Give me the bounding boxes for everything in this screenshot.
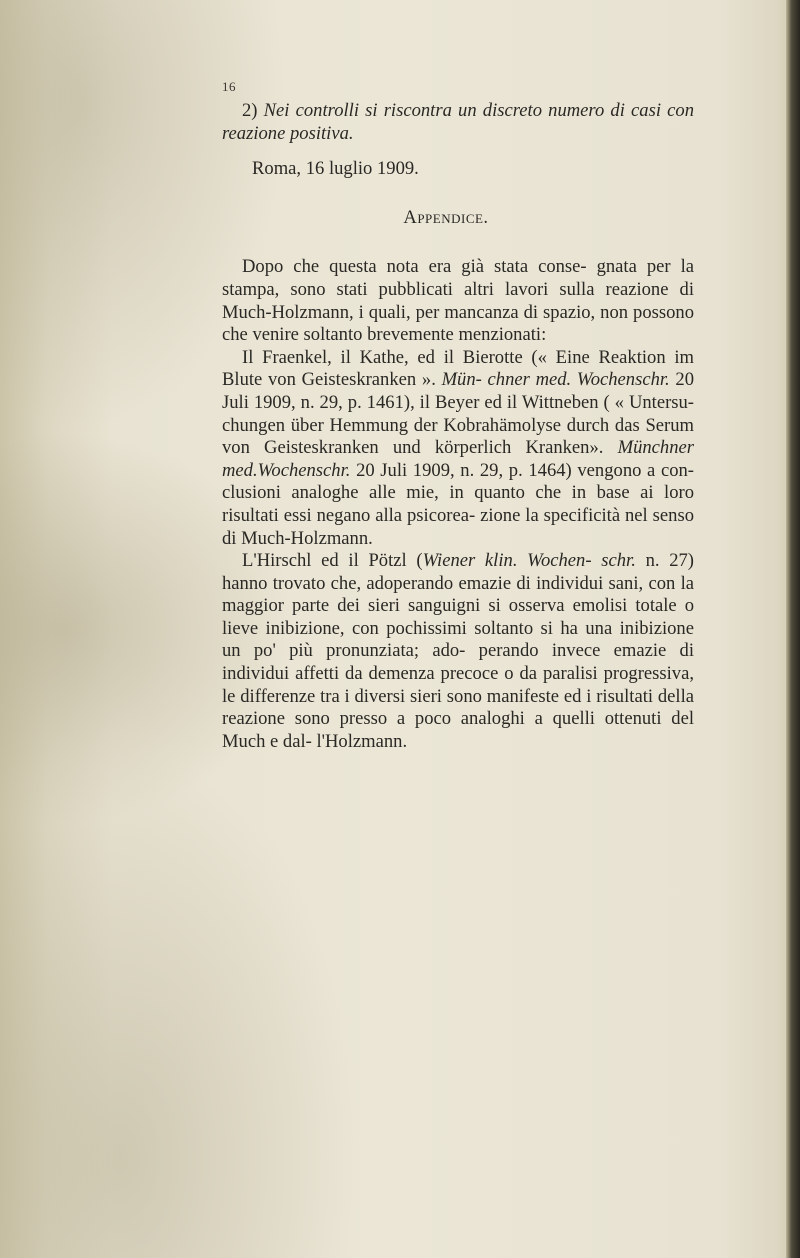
conclusion-text: Nei controlli si riscontra un discreto numero di casi con reazione positiva. [222, 100, 694, 144]
conclusion-point [222, 100, 694, 145]
appendix-paragraph-2 [222, 347, 694, 550]
date-signoff: Roma, 16 luglio 1909. [252, 158, 419, 180]
paragraph-2-text-c: 20 Juli 1909, n. 29, p. 1464) vengono a con- clusioni analoghe alle mie, in quanto che in base ai loro risultati essi negano alla psicorea- zione la specificità nel senso di Much-Holzmann. [222, 459, 694, 549]
conclusion-number: 2) [242, 100, 258, 121]
journal-title-muenchner-2: Münchner med.Wochenschr. [222, 437, 694, 481]
paragraph-3-text-b: n. 27) hanno trovato che, adoperando emazie di individui sani, con la maggior parte dei sieri sanguigni si osserva emolisi totale o lieve inibizione, con pochissimi soltanto si ha una inibizione un po' più pronunziata; ado- perando invece emazie di individui affetti da demenza precoce o da paralisi progressiva, le differenze tra i diversi sieri sono manifeste ed i risultati della reazione sono presso a poco analoghi a quelli ottenuti del Much e dal- l'Holzmann. [222, 550, 694, 752]
page-number: 16 [222, 79, 236, 94]
text-body [222, 100, 694, 753]
book-spine-shadow [786, 0, 800, 1258]
appendix-paragraph-1: Dopo che questa nota era già stata conse- gnata per la stampa, sono stati pubblicati altri lavori sulla reazione di Much-Holzmann, i quali, per mancanza di spazio, non possono che venire soltanto brevemente menzionati: [222, 256, 694, 346]
paragraph-2-text-a: Il Fraenkel, il Kathe, ed il Bierotte (« Eine Reaktion im Blute von Geisteskranken ». [222, 346, 694, 391]
journal-title-muenchner-1: Mün- chner med. Wochenschr. [441, 369, 670, 391]
appendix-heading: Appendice. [403, 206, 489, 228]
paragraph-3-text-a: L'Hirschl ed il Pötzl ( [242, 550, 423, 572]
appendix-paragraph-3 [222, 550, 694, 753]
journal-title-wiener: Wiener klin. Wochen- schr. [422, 550, 636, 572]
paragraph-2-text-b: 20 Juli 1909, n. 29, p. 1461), il Beyer ed il Wittneben ( « Untersu- chungen über Hemmung der Kobrahämolyse durch das Serum von Geisteskranken und körperlich Kranken». [222, 369, 694, 459]
